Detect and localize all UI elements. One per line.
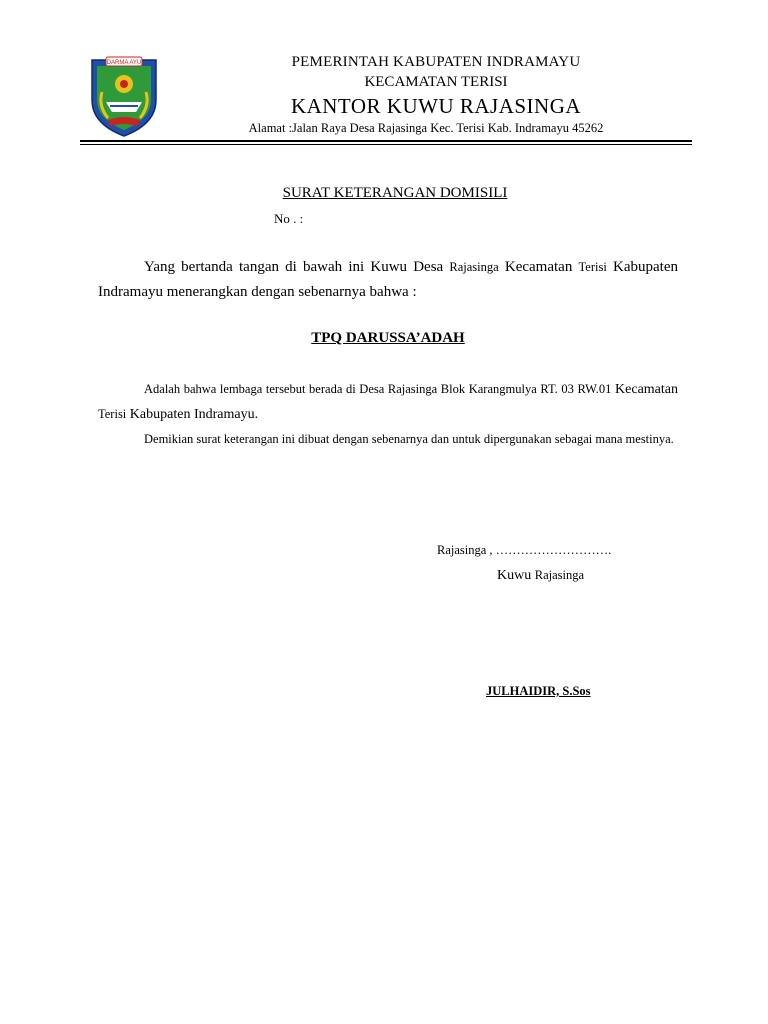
closing-paragraph: Demikian surat keterangan ini dibuat dengan sebenarnya dan untuk dipergunakan sebagai mana mestinya.	[144, 432, 674, 446]
letterhead-office: KANTOR KUWU RAJASINGA	[290, 94, 582, 118]
letterhead-rule-thin	[80, 144, 692, 145]
intro-paragraph: Yang bertanda tangan di bawah ini Kuwu Desa Rajasinga Kecamatan Terisi Kabupaten Indramayu menerangkan dengan sebenarnya bahwa :	[98, 259, 678, 300]
letterhead-address: Alamat :Jalan Raya Desa Rajasinga Kec. Terisi Kab. Indramayu 45262	[248, 121, 604, 135]
emblem-banner-text: DARMA AYU	[106, 60, 142, 66]
signature-place-date: Rajasinga , ……………………….	[437, 543, 612, 557]
regency-emblem	[86, 54, 162, 138]
signature-title: Kuwu Rajasinga	[497, 568, 585, 583]
letterhead-district: KECAMATAN TERISI	[364, 74, 508, 90]
document-title: SURAT KETERANGAN DOMISILI	[282, 185, 508, 201]
statement-paragraph: Adalah bahwa lembaga tersebut berada di Desa Rajasinga Blok Karangmulya RT. 03 RW.01 Kecamatan Terisi Kabupaten Indramayu.	[98, 382, 678, 422]
organization-name: TPQ DARUSSA’ADAH	[311, 330, 465, 346]
signer-name: JULHAIDIR, S.Sos	[486, 684, 591, 698]
document-number: No . :	[274, 211, 304, 226]
letterhead-rule-thick	[80, 140, 692, 142]
letterhead-government: PEMERINTAH KABUPATEN INDRAMAYU	[291, 54, 581, 70]
